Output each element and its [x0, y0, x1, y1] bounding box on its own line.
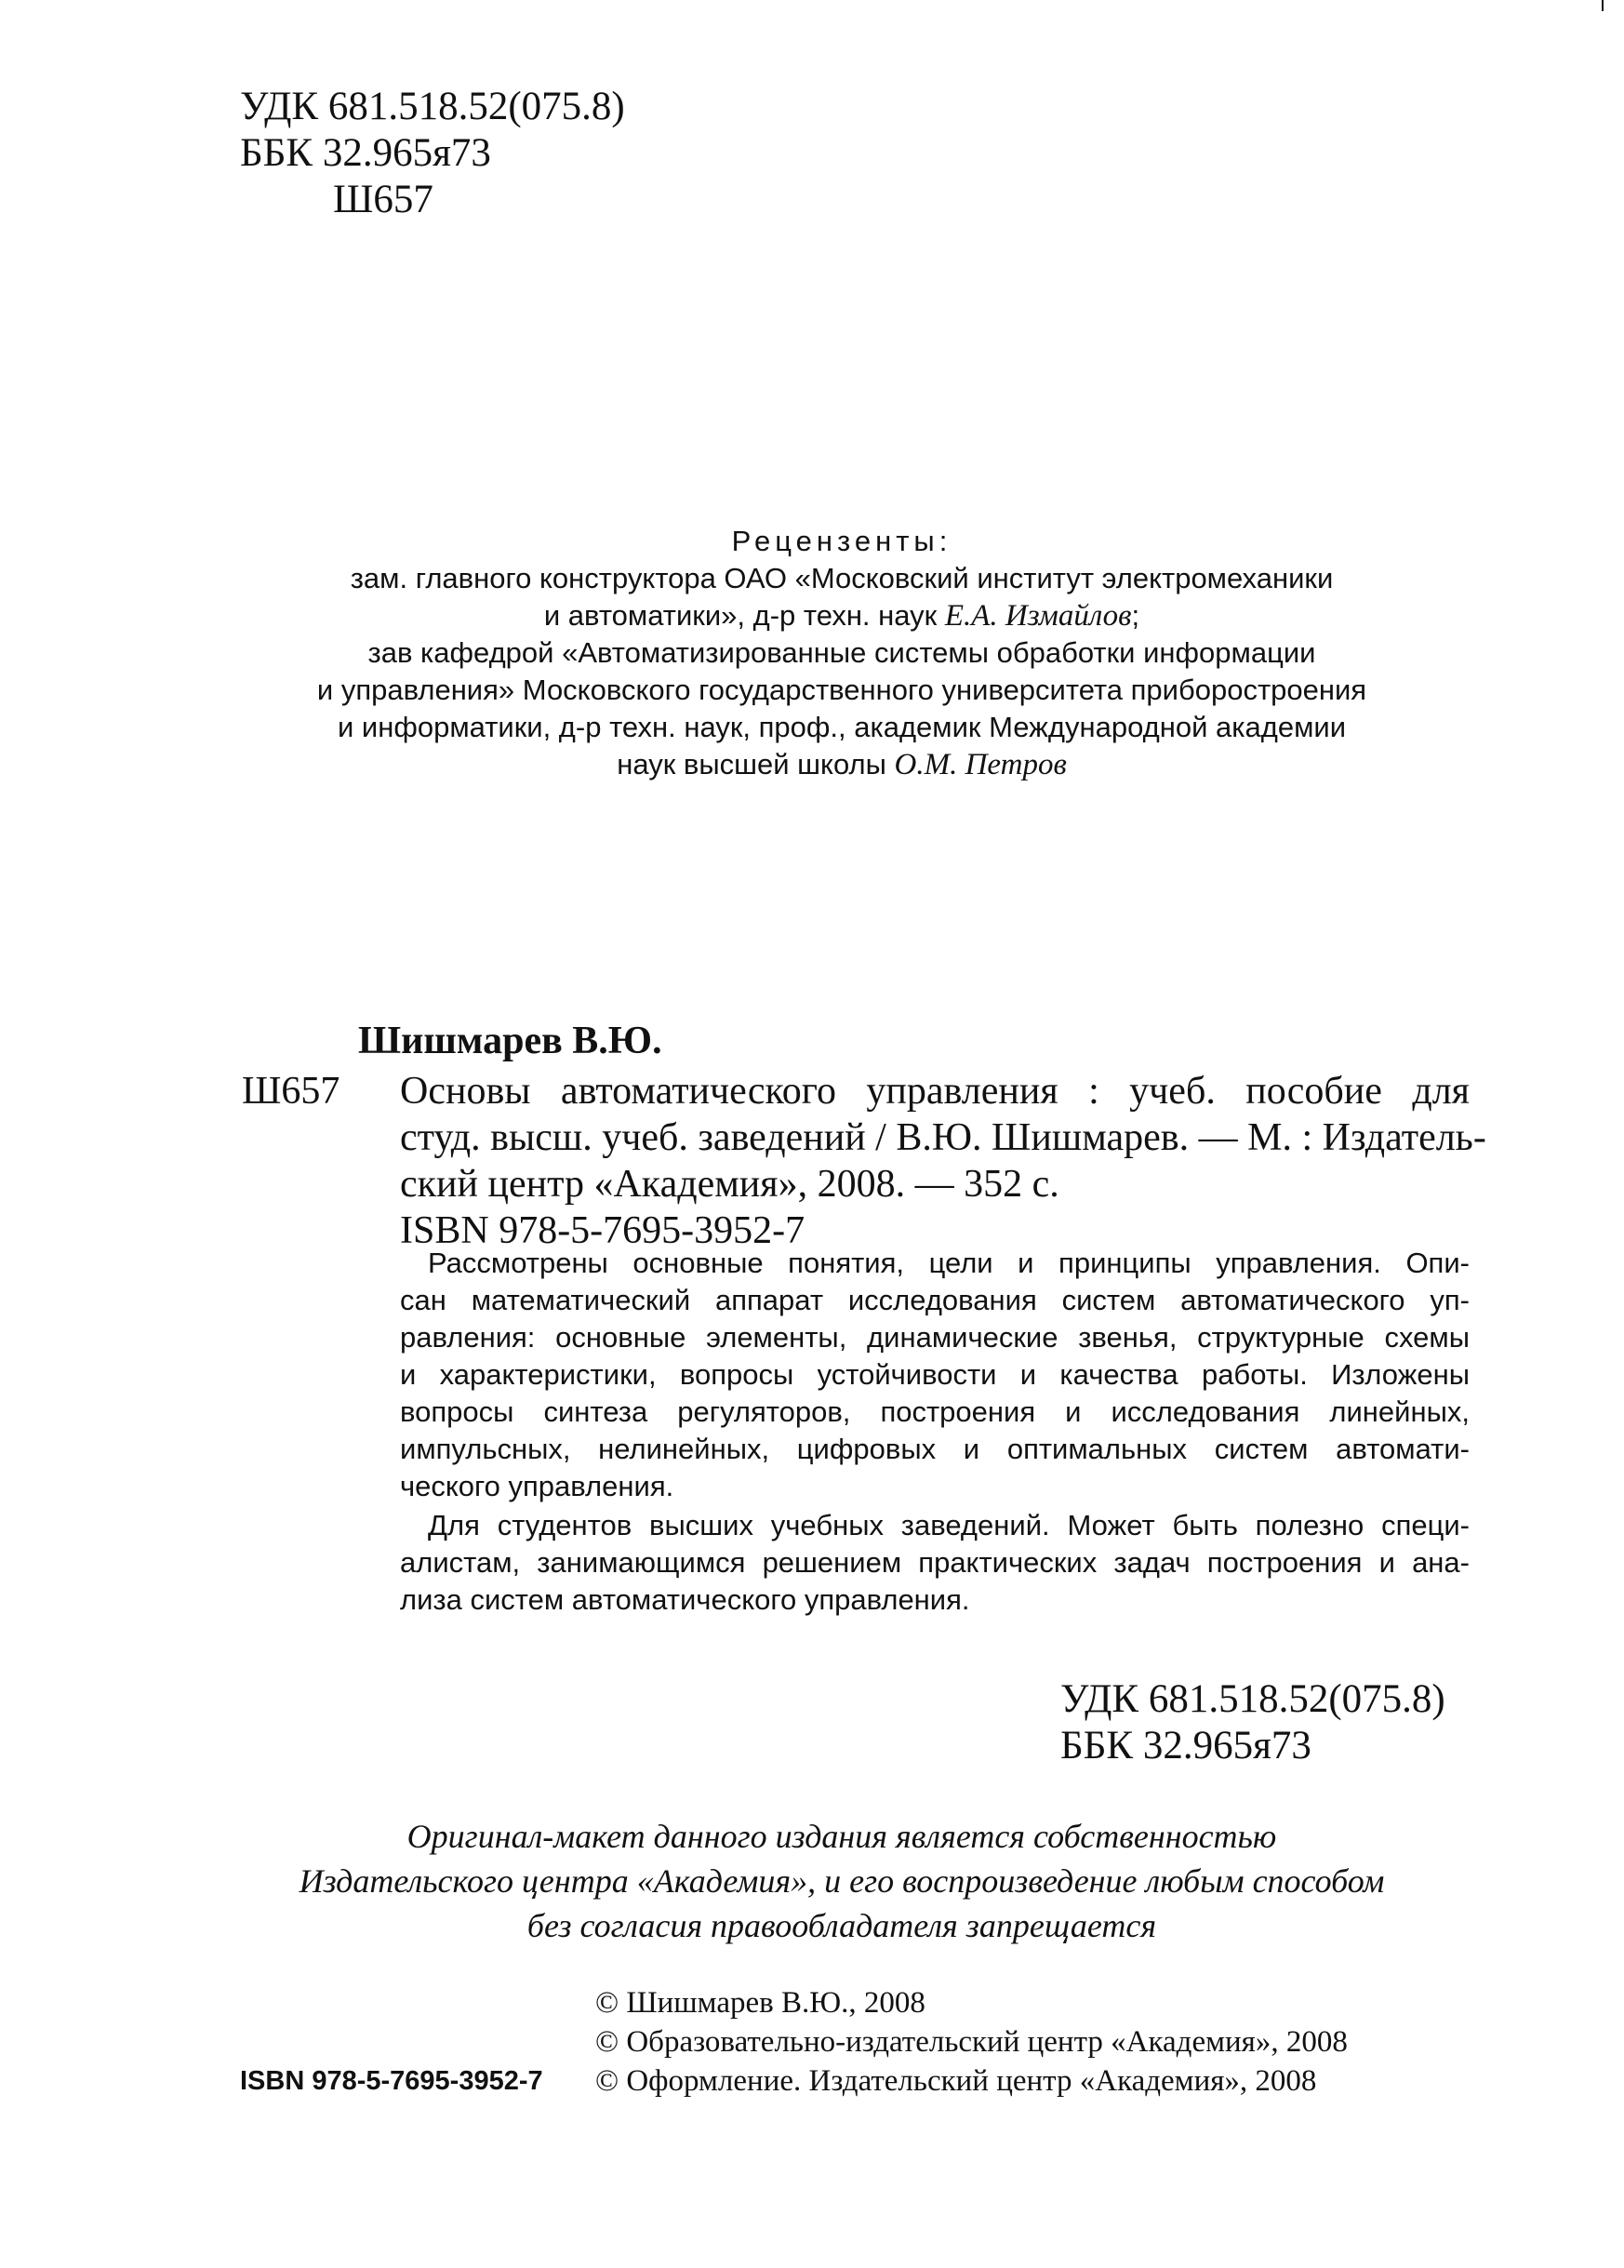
copyright-list: [595, 1983, 1348, 2101]
copyright-line: © Образовательно-издательский центр «Академия», 2008: [595, 2025, 1348, 2059]
udk-code: УДК 681.518.52(075.8): [1060, 1677, 1445, 1721]
reviewer-line: [223, 597, 1460, 634]
annotation-line: равления: основные элементы, динамические звенья, структурные схемы: [400, 1321, 1470, 1354]
annotation-line: Для студентов высших учебных заведений. Может быть полезно специ-: [428, 1509, 1470, 1541]
reviewer-line: зав кафедрой «Автоматизированные системы обработки информации: [367, 636, 1316, 669]
bbk-code: ББК 32.965я73: [1060, 1724, 1311, 1768]
catalog-code: Ш657: [242, 1070, 340, 1113]
reviewer-name: О.М. Петров: [894, 748, 1067, 781]
annotation-line: и характеристики, вопросы устойчивости и качества работы. Изложены: [400, 1358, 1470, 1391]
reviewer-line: зам. главного конструктора ОАО «Московский институт электромеханики: [350, 562, 1334, 594]
punctuation: ;: [1131, 599, 1140, 632]
catalog-title-line: Основы автоматического управления : учеб. пособие для: [400, 1070, 1470, 1113]
reviewer-affiliation: и автоматики», д-р техн. наук: [543, 599, 945, 632]
udk-code: УДК 681.518.52(075.8): [240, 85, 625, 128]
copyright-line: © Оформление. Издательский центр «Академия», 2008: [595, 2064, 1317, 2098]
catalog-title-line: студ. высш. учеб. заведений / В.Ю. Шишмарев. — М. : Издатель-: [400, 1116, 1486, 1159]
annotation-line: лиза систем автоматического управления.: [400, 1583, 970, 1616]
annotation-line: Рассмотрены основные понятия, цели и принципы управления. Опи-: [428, 1247, 1470, 1279]
notice-line: Издательского центра «Академия», и его воспроизведение любым способом: [299, 1862, 1385, 1900]
author-mark: Ш657: [333, 178, 433, 221]
annotation-line: сан математический аппарат исследования систем автоматического уп-: [400, 1284, 1470, 1316]
reviewer-line: и управления» Московского государственного университета приборостроения: [316, 674, 1367, 706]
reviewer-line: [223, 746, 1460, 783]
annotation-line: импульсных, нелинейных, цифровых и оптимальных систем автомати-: [400, 1433, 1470, 1465]
notice-line: Оригинал-макет данного издания является собственностью: [406, 1818, 1277, 1855]
reviewer-affiliation: наук высшей школы: [617, 748, 895, 780]
reviewer-name: Е.А. Измайлов: [944, 599, 1132, 633]
reviewer-line: и информатики, д-р техн. наук, проф., академик Международной академии: [337, 711, 1347, 743]
notice-line: без согласия правообладателя запрещается: [526, 1907, 1157, 1944]
catalog-author: Шишмарев В.Ю.: [358, 1020, 662, 1062]
catalog-entry: [242, 1068, 1486, 1254]
catalog-title-row: [242, 1068, 1470, 1114]
annotation-line: вопросы синтеза регуляторов, построения и исследования линейных,: [400, 1395, 1470, 1428]
annotation: [400, 1245, 1470, 1619]
reviewers-heading: Рецензенты:: [731, 525, 952, 557]
top-classification-codes: [240, 84, 625, 223]
catalog-isbn: ISBN 978-5-7695-3952-7: [400, 1209, 805, 1252]
bottom-classification-codes: [1060, 1676, 1445, 1769]
annotation-line: алистам, занимающимся решением практических задач построения и ана-: [400, 1546, 1470, 1579]
annotation-line: ческого управления.: [400, 1470, 674, 1502]
copyright-notice: [223, 1814, 1460, 1948]
catalog-title-line: ский центр «Академия», 2008. — 352 с.: [400, 1163, 1059, 1206]
crop-mark: [1602, 0, 1604, 11]
bbk-code: ББК 32.965я73: [240, 131, 491, 175]
reviewers-block: [223, 523, 1460, 783]
isbn-bottom: ISBN 978-5-7695-3952-7: [240, 2066, 543, 2096]
copyright-line: © Шишмарев В.Ю., 2008: [595, 1986, 925, 2020]
